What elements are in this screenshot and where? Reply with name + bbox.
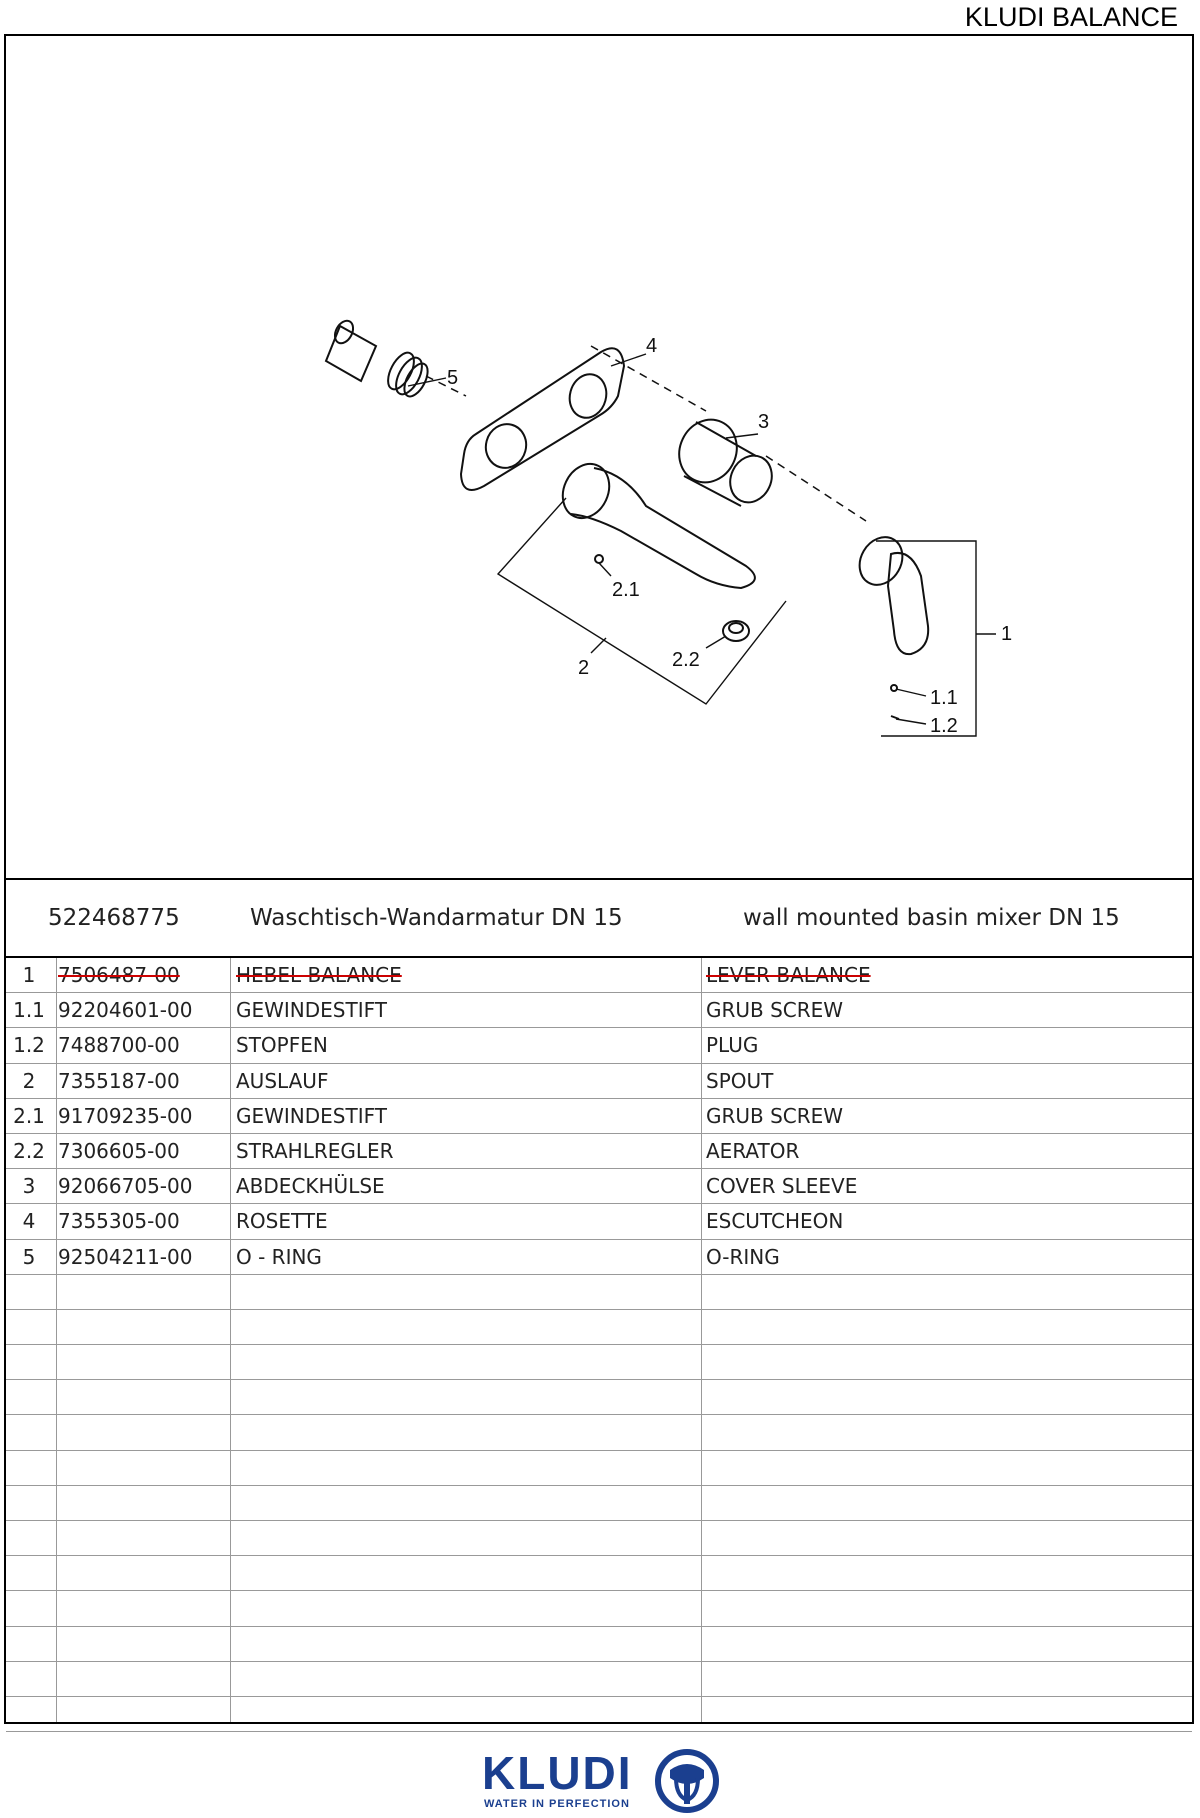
part-position: 3: [22, 1174, 36, 1199]
part-position: 2.1: [13, 1103, 45, 1128]
table-row: [6, 1240, 1192, 1275]
exploded-drawing: [6, 36, 1192, 880]
column-divider: [56, 958, 57, 1722]
part-number: 7355305-00: [58, 1209, 180, 1234]
callout-3: 3: [758, 411, 770, 433]
logo-tagline: WATER IN PERFECTION: [484, 1798, 630, 1810]
empty-table-row: [6, 1662, 1192, 1697]
spare-parts-sheet: [4, 34, 1194, 1724]
part-name-de: ROSETTE: [236, 1209, 328, 1234]
callout-1-2: 1.2: [930, 715, 958, 737]
part-number: 92204601-00: [58, 998, 193, 1023]
product-name-en: wall mounted basin mixer DN 15: [743, 905, 1120, 931]
column-divider: [701, 958, 702, 1722]
callout-2-2: 2.2: [672, 649, 700, 671]
part-position: 1.1: [13, 998, 45, 1023]
table-row: [6, 993, 1192, 1028]
empty-table-row: [6, 1521, 1192, 1556]
part-number: 91709235-00: [58, 1103, 193, 1128]
part-name-de: AUSLAUF: [236, 1068, 329, 1093]
empty-table-row: [6, 1451, 1192, 1486]
o-ring-part: [326, 318, 432, 400]
part-number: 7355187-00: [58, 1068, 180, 1093]
aerator-part: [723, 621, 749, 641]
part-name-en: PLUG: [706, 1033, 759, 1058]
part-name-en: GRUB SCREW: [706, 998, 844, 1023]
part-name-de: GEWINDESTIFT: [236, 998, 387, 1023]
part-position: 5: [22, 1244, 36, 1269]
part-position: 4: [22, 1209, 36, 1234]
grub-screw-2-1: [595, 555, 603, 563]
parts-table: [6, 958, 1192, 1732]
kludi-logo: [470, 1748, 730, 1816]
callout-5: 5: [447, 367, 459, 389]
spout-part: [554, 456, 755, 588]
grub-screw-1-1: [891, 685, 897, 691]
table-row: [6, 1134, 1192, 1169]
part-name-en: SPOUT: [706, 1068, 774, 1093]
document-title: KLUDI BALANCE: [964, 2, 1178, 32]
empty-table-row: [6, 1310, 1192, 1345]
column-divider: [230, 958, 231, 1722]
callout-1: 1: [1001, 623, 1013, 645]
empty-table-row: [6, 1380, 1192, 1415]
lever-part: [851, 529, 928, 654]
part-name-en: COVER SLEEVE: [706, 1174, 858, 1199]
part-name-de: ABDECKHÜLSE: [236, 1174, 385, 1199]
empty-table-row: [6, 1556, 1192, 1591]
table-row: [6, 1028, 1192, 1063]
part-number: 7306605-00: [58, 1138, 180, 1163]
part-position: 1.2: [13, 1033, 45, 1058]
part-name-de: O - RING: [236, 1244, 322, 1269]
table-row: [6, 958, 1192, 993]
empty-table-row: [6, 1591, 1192, 1626]
part-number: 7488700-00: [58, 1033, 180, 1058]
exploded-view-svg: [6, 36, 1192, 880]
callout-1-1: 1.1: [930, 687, 958, 709]
table-row: [6, 1064, 1192, 1099]
part-name-en: AERATOR: [706, 1138, 800, 1163]
empty-table-row: [6, 1697, 1192, 1732]
part-name-en: ESCUTCHEON: [706, 1209, 844, 1234]
kludi-shower-mark-icon: [654, 1748, 720, 1814]
callout-2-1: 2.1: [612, 579, 640, 601]
part-name-de: GEWINDESTIFT: [236, 1103, 387, 1128]
empty-table-row: [6, 1345, 1192, 1380]
part-position: 2: [22, 1068, 36, 1093]
part-position: 2.2: [13, 1138, 45, 1163]
part-name-de: STOPFEN: [236, 1033, 328, 1058]
empty-table-row: [6, 1486, 1192, 1521]
table-row: [6, 1169, 1192, 1204]
plug-1-2: [891, 716, 899, 719]
callout-4: 4: [646, 335, 658, 357]
product-name-de: Waschtisch-Wandarmatur DN 15: [250, 905, 623, 931]
callout-2: 2: [578, 657, 590, 679]
table-row: [6, 1204, 1192, 1239]
part-name-de: STRAHLREGLER: [236, 1138, 394, 1163]
empty-table-row: [6, 1275, 1192, 1310]
empty-table-row: [6, 1415, 1192, 1450]
part-name-en: LEVER BALANCE: [706, 963, 871, 987]
product-code: 522468775: [48, 905, 180, 931]
part-name-de: HEBEL BALANCE: [236, 963, 402, 987]
product-header-row: [6, 880, 1192, 958]
part-name-en: GRUB SCREW: [706, 1103, 844, 1128]
table-row: [6, 1099, 1192, 1134]
empty-table-row: [6, 1627, 1192, 1662]
part-position: 1: [22, 963, 36, 987]
part-number: 92504211-00: [58, 1244, 193, 1269]
part-name-en: O-RING: [706, 1244, 780, 1269]
part-number: 92066705-00: [58, 1174, 193, 1199]
part-number: 7506487-00: [58, 963, 180, 987]
logo-wordmark: KLUDI: [482, 1747, 633, 1799]
